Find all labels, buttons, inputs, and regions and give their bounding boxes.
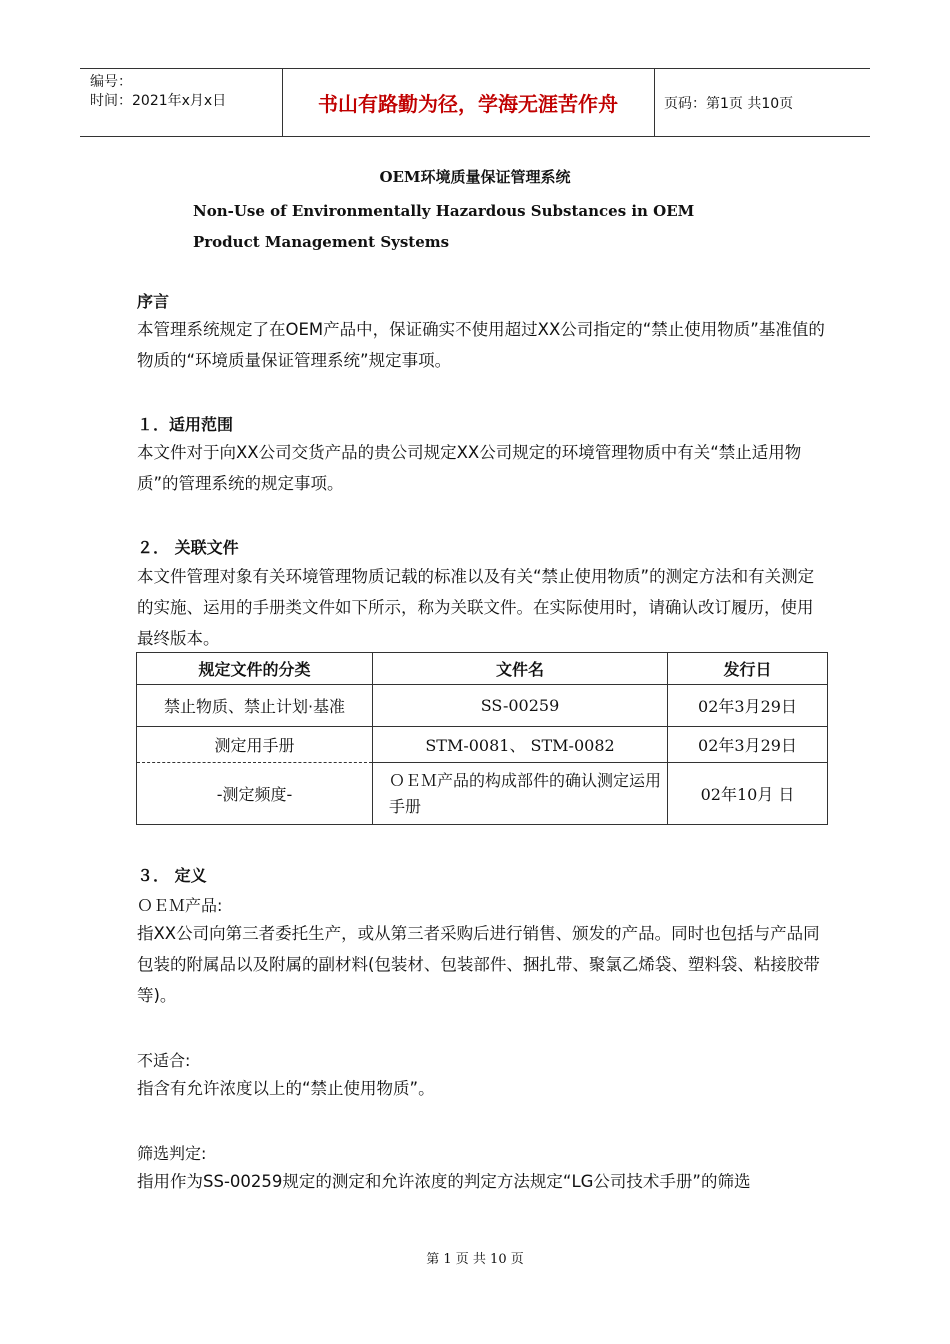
unfit-definition: 指含有允许浓度以上的“禁止使用物质”。: [137, 1079, 435, 1098]
oem-definition: 指XX公司向第三者委托生产，或从第三者采购后进行销售、颁发的产品。同时也包括与产品同包装的附属品以及附属的副材料(包装材、包装部件、捆扎带、聚氯乙烯袋、塑料袋、粘接胶带等)。: [137, 924, 820, 1005]
table-cell: 禁止物质、禁止计划·基准: [137, 685, 373, 727]
table-cell: 测定用手册: [137, 727, 373, 763]
table-cell: ＯＥＭ产品的构成部件的确认测定运用手册: [373, 763, 668, 825]
header-divider: [654, 69, 655, 136]
table-cell: -测定频度-: [137, 763, 373, 825]
header-page-info: 页码：第1页 共10页: [664, 96, 794, 112]
preface-body: 本管理系统规定了在OEM产品中，保证确实不使用超过XX公司指定的“禁止使用物质”基准值的物质的“环境质量保证管理系统”规定事项。: [137, 320, 825, 370]
page-subtitle: Non-Use of Environmentally Hazardous Substances in OEM Product Management Systems: [193, 202, 695, 251]
section1-heading: １．适用范围: [137, 415, 234, 434]
preface-heading: 序言: [137, 292, 170, 311]
table-row: [137, 685, 828, 727]
section2-heading: ２． 关联文件: [137, 538, 239, 557]
table-row: [137, 727, 828, 763]
table-cell: 02年10月 日: [668, 763, 828, 825]
oem-label: ＯＥＭ产品:: [137, 896, 223, 915]
header-motto: 书山有路勤为径，学海无涯苦作舟: [318, 92, 618, 116]
header-meta: [90, 73, 226, 111]
document-header: [80, 68, 870, 137]
table-cell: STM-0081、 STM-0082: [373, 727, 668, 763]
screening-definition: 指用作为SS-00259规定的测定和允许浓度的判定方法规定“LG公司技术手册”的筛选: [137, 1172, 751, 1191]
table-cell: 02年3月29日: [668, 685, 828, 727]
table-header-cell: 规定文件的分类: [137, 653, 373, 685]
page-footer: 第 1 页 共 10 页: [426, 1252, 524, 1267]
table-header-cell: 文件名: [373, 653, 668, 685]
section1-body: 本文件对于向XX公司交货产品的贵公司规定XX公司规定的环境管理物质中有关“禁止适用物质”的管理系统的规定事项。: [137, 443, 802, 493]
document-number: 编号：: [90, 74, 132, 90]
table-cell: 02年3月29日: [668, 727, 828, 763]
unfit-label: 不适合:: [137, 1051, 191, 1070]
table-row: [137, 763, 828, 825]
document-date: 时间：2021年x月x日: [90, 93, 227, 109]
section2-body: 本文件管理对象有关环境管理物质记载的标准以及有关“禁止使用物质”的测定方法和有关测定的实施、运用的手册类文件如下所示，称为关联文件。在实际使用时，请确认改订履历，使用最终版本。: [137, 567, 815, 648]
section3-heading: ３． 定义: [137, 866, 207, 885]
screening-label: 筛选判定:: [137, 1144, 207, 1163]
table-header-cell: 发行日: [668, 653, 828, 685]
table-cell: SS-00259: [373, 685, 668, 727]
page-title: OEM环境质量保证管理系统: [379, 168, 571, 186]
related-documents-table: [136, 652, 828, 825]
table-header-row: [137, 653, 828, 685]
